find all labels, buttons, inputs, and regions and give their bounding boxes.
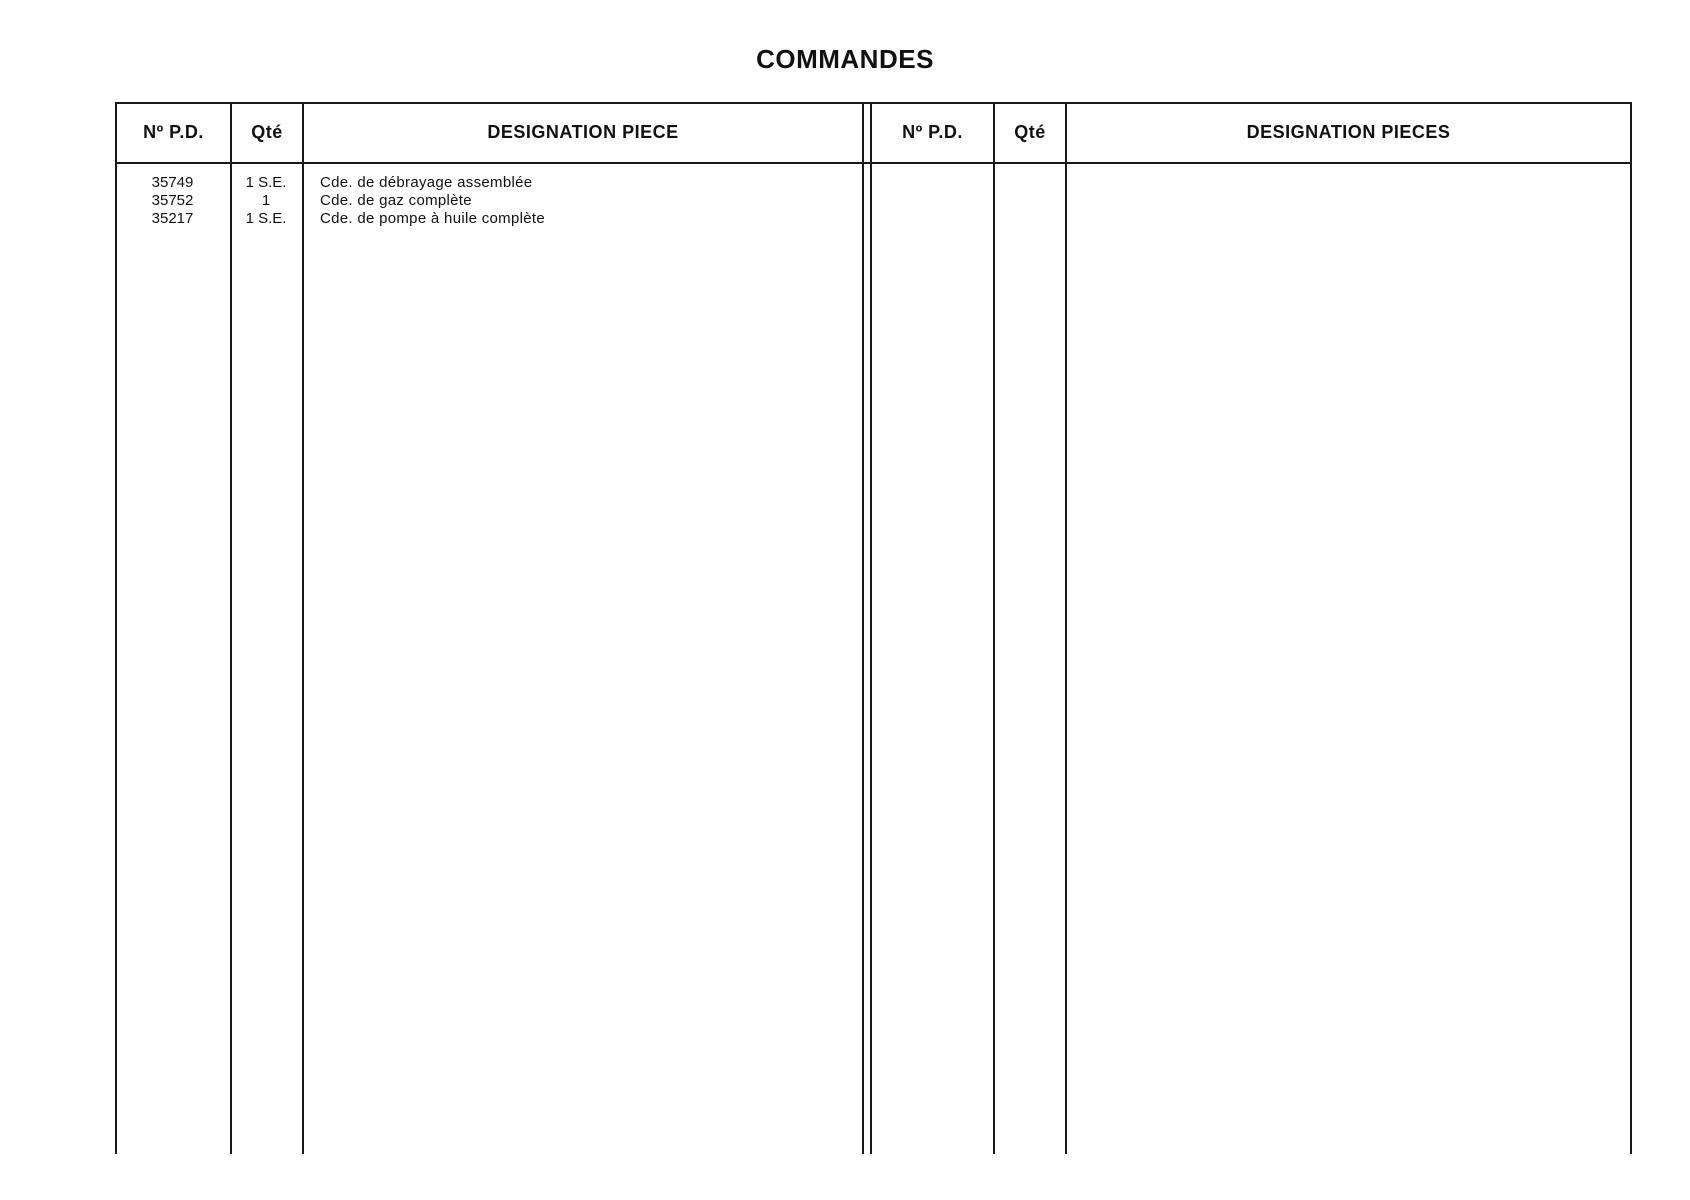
part-number: 35217 — [151, 210, 194, 227]
page-title: COMMANDES — [756, 44, 934, 74]
header-bottom-border — [115, 162, 1632, 164]
center-divider-a — [862, 102, 864, 1154]
header-designation-left: DESIGNATION PIECE — [487, 122, 679, 142]
table-row — [115, 192, 1632, 210]
designation: Cde. de pompe à huile complète — [320, 210, 545, 227]
col-divider-right-qty — [1065, 102, 1067, 1154]
parts-table — [115, 102, 1632, 1154]
col-divider-right-no — [993, 102, 995, 1154]
quantity: 1 — [261, 192, 271, 209]
col-divider-left-qty — [302, 102, 304, 1154]
header-qty-right: Qté — [1014, 122, 1046, 142]
header-designation-right: DESIGNATION PIECES — [1246, 122, 1451, 142]
col-divider-left-no — [230, 102, 232, 1154]
header-no-pd-left: Nº P.D. — [143, 122, 204, 142]
table-row — [115, 210, 1632, 228]
part-number: 35752 — [151, 192, 194, 209]
center-divider-b — [870, 102, 872, 1154]
designation: Cde. de gaz complète — [320, 192, 472, 209]
part-number: 35749 — [151, 174, 194, 191]
quantity: 1 S.E. — [245, 174, 287, 191]
table-right-border — [1630, 102, 1632, 1154]
header-qty-left: Qté — [251, 122, 283, 142]
quantity: 1 S.E. — [245, 210, 287, 227]
table-row — [115, 174, 1632, 192]
designation: Cde. de débrayage assemblée — [320, 174, 533, 191]
header-no-pd-right: Nº P.D. — [902, 122, 963, 142]
table-left-border — [115, 102, 117, 1154]
